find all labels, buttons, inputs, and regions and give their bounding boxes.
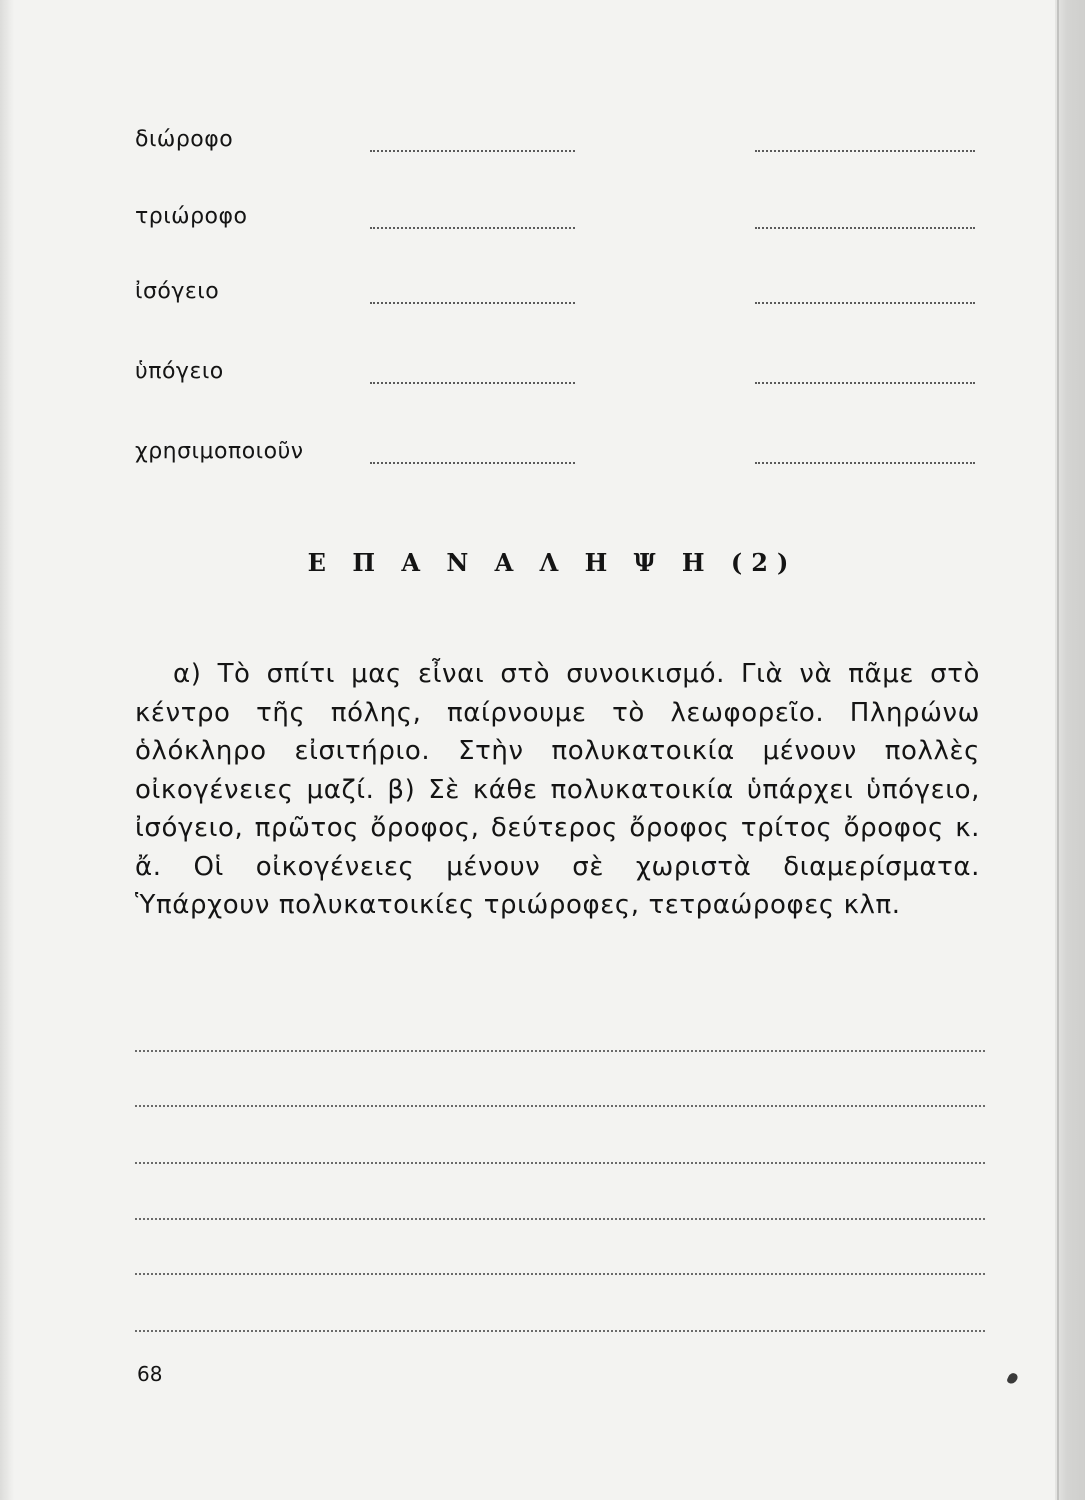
writing-line[interactable] [135, 1218, 985, 1220]
reading-paragraph: α) Τὸ σπίτι μας εἶναι στὸ συνοικισμό. Γιὰ νὰ πᾶμε στὸ κέντρο τῆς πόλης, παίρνουμε τὸ λεωφορεῖο. Πληρώνω ὁλόκληρο εἰσιτήριο. Στὴν πολυκατοικία μένουν πολλὲς οἰκογένειες μαζί. β) Σὲ κάθε πολυκατοικία ὑπάρχει ὑπόγειο, ἰσόγειο, πρῶτος ὄροφος, δεύτερος ὄροφος τρίτος ὄροφος κ. ἄ. Οἱ οἰκογένειες μένουν σὲ χωριστὰ διαμερίσματα. Ὑπάρχουν πολυκατοικίες τριώροφες, τετραώροφες κλπ. [135, 659, 980, 920]
writing-line[interactable] [135, 1050, 985, 1052]
section-heading: Ε Π Α Ν Α Λ Η Ψ Η (2) [307, 548, 798, 577]
fill-word: χρησιμοποιοῦν [135, 439, 304, 464]
answer-line[interactable] [755, 227, 975, 229]
fill-row [135, 270, 985, 310]
fill-row [135, 118, 985, 158]
answer-line[interactable] [755, 462, 975, 464]
fill-word: ἰσόγειο [135, 279, 220, 304]
page-left-shade [0, 0, 14, 1500]
page-edge [1055, 0, 1085, 1500]
fill-word: τριώροφο [135, 204, 248, 229]
fill-row [135, 430, 985, 470]
fill-row [135, 350, 985, 390]
ink-speck [1006, 1372, 1019, 1386]
writing-line[interactable] [135, 1273, 985, 1275]
answer-line[interactable] [370, 382, 575, 384]
writing-line[interactable] [135, 1105, 985, 1107]
fill-row [135, 195, 985, 235]
writing-line[interactable] [135, 1162, 985, 1164]
answer-line[interactable] [755, 150, 975, 152]
page-number: 68 [137, 1362, 163, 1386]
answer-line[interactable] [370, 150, 575, 152]
answer-line[interactable] [370, 302, 575, 304]
answer-line[interactable] [370, 227, 575, 229]
answer-line[interactable] [755, 302, 975, 304]
page-edge-line [1057, 0, 1059, 1500]
fill-word: ὑπόγειο [135, 359, 224, 384]
answer-line[interactable] [755, 382, 975, 384]
writing-line[interactable] [135, 1330, 985, 1332]
answer-line[interactable] [370, 462, 575, 464]
fill-word: διώροφο [135, 127, 234, 152]
